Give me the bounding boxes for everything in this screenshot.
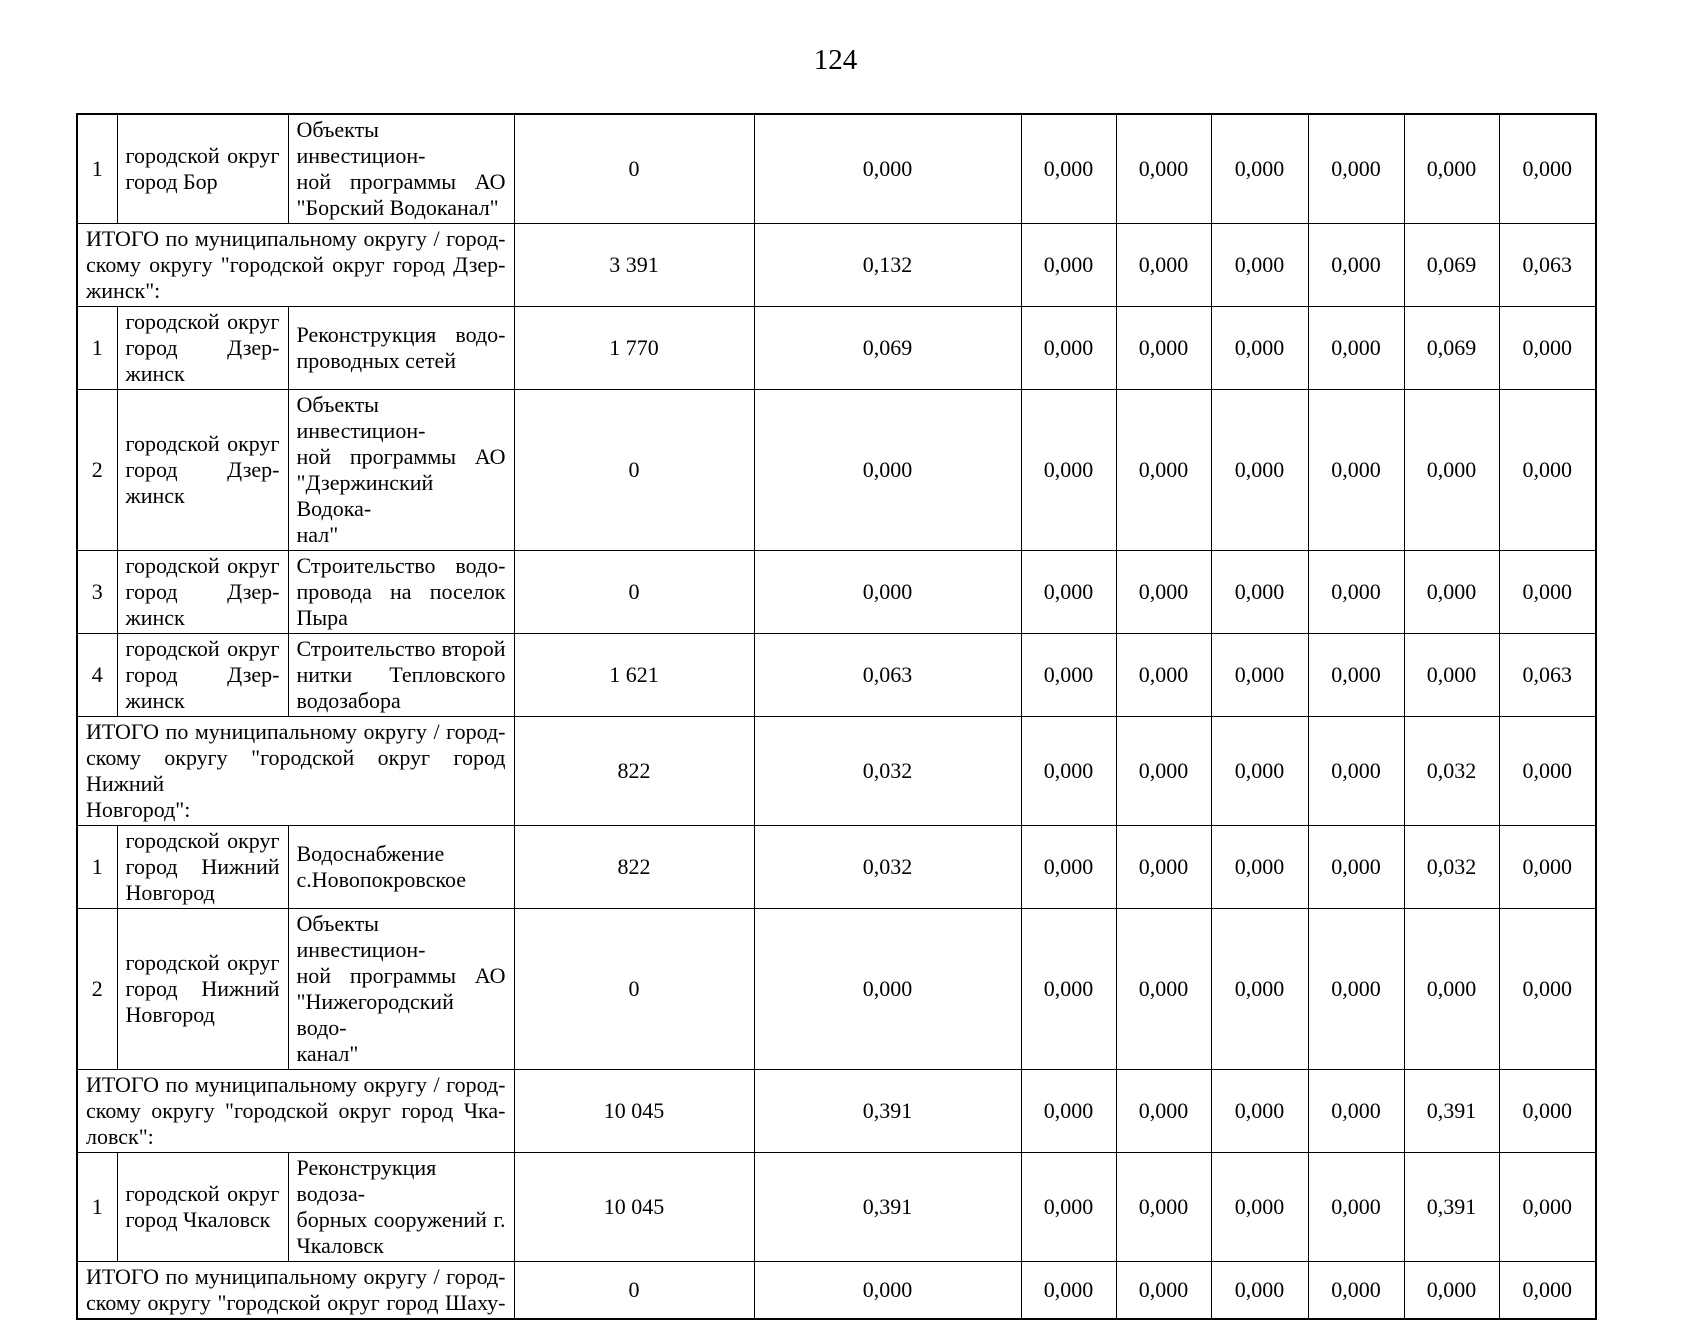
value-cell: 0,000: [754, 909, 1021, 1070]
text-line: городской округ: [125, 950, 280, 975]
value-cell: 0,000: [754, 114, 1021, 224]
value-cell: 0,000: [1308, 909, 1404, 1070]
value-cell: 0,063: [754, 634, 1021, 717]
value-cell: 0,000: [1211, 1262, 1308, 1320]
text-line: ной программы АО: [296, 444, 506, 469]
value-cell: 0,000: [1116, 1262, 1211, 1320]
value-cell: 0,000: [1308, 634, 1404, 717]
summary-row: [77, 1070, 1596, 1153]
value-cell: 0,000: [1021, 390, 1116, 551]
value-cell: 0,000: [1404, 909, 1499, 1070]
value-cell: 1 621: [514, 634, 754, 717]
value-cell: 0,000: [1211, 114, 1308, 224]
text-line: с.Новопокровское: [296, 867, 466, 892]
text-line: Объекты инвестицион-: [296, 117, 426, 168]
text-line: нитки Тепловского: [296, 662, 506, 687]
row-number-cell: 2: [77, 390, 117, 551]
text-line: скому округу "городской округ город Шаху-: [86, 1290, 506, 1315]
project-row: [77, 390, 1596, 551]
project-row: [77, 114, 1596, 224]
value-cell: 0: [514, 909, 754, 1070]
municipality-cell: [117, 1153, 288, 1262]
text-line: Строительство водо-: [296, 553, 506, 578]
value-cell: 0,069: [1404, 224, 1499, 307]
value-cell: 0,063: [1499, 224, 1596, 307]
value-cell: 0,391: [1404, 1070, 1499, 1153]
text-line: городской округ: [125, 143, 280, 168]
text-line: ИТОГО по муниципальному округу / город-: [86, 226, 506, 251]
value-cell: 0,032: [1404, 717, 1499, 826]
project-cell: [288, 390, 514, 551]
value-cell: 0,000: [1404, 114, 1499, 224]
value-cell: 0,000: [1308, 1262, 1404, 1320]
project-cell: [288, 1153, 514, 1262]
value-cell: 0,000: [1499, 1070, 1596, 1153]
value-cell: 0,000: [1211, 1070, 1308, 1153]
value-cell: 0,000: [1404, 390, 1499, 551]
text-line: ИТОГО по муниципальному округу / город-: [86, 1264, 506, 1289]
value-cell: 0,000: [1308, 224, 1404, 307]
value-cell: 0,000: [1116, 1070, 1211, 1153]
text-line: Новгород: [125, 880, 215, 905]
value-cell: 0,391: [754, 1153, 1021, 1262]
value-cell: 0,000: [1308, 551, 1404, 634]
text-line: городской округ: [125, 309, 280, 334]
text-line: городской округ: [125, 431, 280, 456]
text-line: город Нижний: [125, 854, 280, 879]
text-line: жинск: [125, 361, 185, 386]
report-table-body: [77, 114, 1596, 1319]
text-line: город Нижний: [125, 976, 280, 1001]
text-line: городской округ: [125, 828, 280, 853]
text-line: "Дзержинский Водока-: [296, 470, 434, 521]
value-cell: 10 045: [514, 1153, 754, 1262]
municipality-cell: [117, 551, 288, 634]
value-cell: 0,000: [1308, 114, 1404, 224]
summary-row: [77, 717, 1596, 826]
value-cell: 0,000: [1308, 390, 1404, 551]
row-number-cell: 1: [77, 307, 117, 390]
text-line: Новгород: [125, 1002, 215, 1027]
text-line: город Дзер-: [125, 335, 280, 360]
text-line: проводных сетей: [296, 348, 457, 373]
value-cell: 0,032: [754, 826, 1021, 909]
value-cell: 0,000: [754, 1262, 1021, 1320]
text-line: Пыра: [296, 605, 348, 630]
text-line: городской округ: [125, 553, 280, 578]
value-cell: 0,069: [754, 307, 1021, 390]
text-line: Объекты инвестицион-: [296, 911, 426, 962]
value-cell: 0,000: [1308, 1070, 1404, 1153]
value-cell: 0,000: [1021, 307, 1116, 390]
municipality-cell: [117, 390, 288, 551]
value-cell: 0,391: [754, 1070, 1021, 1153]
summary-label-cell: [77, 1070, 514, 1153]
value-cell: 1 770: [514, 307, 754, 390]
text-line: Объекты инвестицион-: [296, 392, 426, 443]
text-line: ловск":: [86, 1124, 154, 1149]
row-number-cell: 2: [77, 909, 117, 1070]
summary-row: [77, 1262, 1596, 1320]
value-cell: 0,069: [1404, 307, 1499, 390]
municipality-cell: [117, 909, 288, 1070]
value-cell: 0,000: [754, 551, 1021, 634]
value-cell: 0,391: [1404, 1153, 1499, 1262]
report-table: [76, 113, 1597, 1320]
value-cell: 0,063: [1499, 634, 1596, 717]
row-number-cell: 3: [77, 551, 117, 634]
row-number-cell: 1: [77, 114, 117, 224]
project-cell: [288, 114, 514, 224]
text-line: город Чкаловск: [125, 1207, 271, 1232]
value-cell: 0,000: [1116, 1153, 1211, 1262]
text-line: борных сооружений г.: [296, 1207, 506, 1232]
value-cell: 0,000: [1021, 717, 1116, 826]
text-line: скому округу "городской округ город Нижний: [86, 745, 506, 796]
project-row: [77, 1153, 1596, 1262]
text-line: водозабора: [296, 688, 401, 713]
value-cell: 0,000: [1116, 634, 1211, 717]
value-cell: 0,000: [1499, 307, 1596, 390]
text-line: скому округу "городской округ город Дзер-: [86, 252, 506, 277]
value-cell: 0,000: [1116, 717, 1211, 826]
value-cell: 0,132: [754, 224, 1021, 307]
value-cell: 0,032: [1404, 826, 1499, 909]
municipality-cell: [117, 114, 288, 224]
value-cell: 0,000: [1021, 1153, 1116, 1262]
value-cell: 0,000: [1211, 307, 1308, 390]
value-cell: 0,000: [1021, 551, 1116, 634]
value-cell: 0,000: [1499, 551, 1596, 634]
project-cell: [288, 307, 514, 390]
value-cell: 0,000: [1211, 551, 1308, 634]
value-cell: 0,000: [1308, 717, 1404, 826]
text-line: жинск: [125, 483, 185, 508]
value-cell: 0,000: [1404, 551, 1499, 634]
value-cell: 0,000: [1116, 307, 1211, 390]
text-line: город Дзер-: [125, 662, 280, 687]
value-cell: 0,000: [1116, 551, 1211, 634]
text-line: канал": [296, 1041, 359, 1066]
value-cell: 0,000: [1021, 634, 1116, 717]
value-cell: 0,000: [1021, 826, 1116, 909]
text-line: "Нижегородский водо-: [296, 989, 454, 1040]
project-cell: [288, 551, 514, 634]
value-cell: 0,000: [1499, 717, 1596, 826]
text-line: провода на поселок: [296, 579, 506, 604]
row-number-cell: 1: [77, 826, 117, 909]
text-line: нал": [296, 522, 339, 547]
row-number-cell: 4: [77, 634, 117, 717]
value-cell: 0,000: [1116, 826, 1211, 909]
text-line: ной программы АО: [296, 963, 506, 988]
text-line: скому округу "городской округ город Чка-: [86, 1098, 506, 1123]
text-line: городской округ: [125, 636, 280, 661]
value-cell: 10 045: [514, 1070, 754, 1153]
summary-row: [77, 224, 1596, 307]
value-cell: 0,000: [1021, 114, 1116, 224]
value-cell: 0,000: [754, 390, 1021, 551]
value-cell: 0,000: [1404, 1262, 1499, 1320]
value-cell: 0: [514, 551, 754, 634]
summary-label-cell: [77, 224, 514, 307]
municipality-cell: [117, 826, 288, 909]
text-line: ИТОГО по муниципальному округу / город-: [86, 719, 506, 744]
value-cell: 0,032: [754, 717, 1021, 826]
project-cell: [288, 826, 514, 909]
text-line: Реконструкция водоза-: [296, 1155, 437, 1206]
value-cell: 0,000: [1211, 717, 1308, 826]
municipality-cell: [117, 634, 288, 717]
value-cell: 0: [514, 390, 754, 551]
value-cell: 822: [514, 717, 754, 826]
text-line: город Дзер-: [125, 457, 280, 482]
text-line: жинск: [125, 605, 185, 630]
text-line: ной программы АО: [296, 169, 506, 194]
value-cell: 0,000: [1499, 909, 1596, 1070]
value-cell: 0: [514, 1262, 754, 1320]
value-cell: 0,000: [1499, 1153, 1596, 1262]
text-line: город Дзер-: [125, 579, 280, 604]
value-cell: 3 391: [514, 224, 754, 307]
project-row: [77, 634, 1596, 717]
page-number: 124: [813, 44, 858, 76]
value-cell: 0,000: [1499, 1262, 1596, 1320]
value-cell: 0,000: [1211, 909, 1308, 1070]
text-line: жинск":: [86, 278, 161, 303]
value-cell: 0,000: [1021, 1262, 1116, 1320]
value-cell: 0,000: [1499, 390, 1596, 551]
text-line: город Бор: [125, 169, 218, 194]
summary-label-cell: [77, 717, 514, 826]
value-cell: 0,000: [1116, 909, 1211, 1070]
value-cell: 0,000: [1499, 826, 1596, 909]
text-line: Строительство второй: [296, 636, 506, 661]
municipality-cell: [117, 307, 288, 390]
project-row: [77, 909, 1596, 1070]
value-cell: 0,000: [1021, 224, 1116, 307]
value-cell: 0,000: [1211, 224, 1308, 307]
value-cell: 0,000: [1499, 114, 1596, 224]
value-cell: 822: [514, 826, 754, 909]
project-cell: [288, 634, 514, 717]
text-line: жинск: [125, 688, 185, 713]
value-cell: 0,000: [1021, 909, 1116, 1070]
value-cell: 0,000: [1116, 390, 1211, 551]
project-cell: [288, 909, 514, 1070]
project-row: [77, 307, 1596, 390]
value-cell: 0,000: [1308, 1153, 1404, 1262]
project-row: [77, 826, 1596, 909]
text-line: Водоснабжение: [296, 841, 445, 866]
text-line: Чкаловск: [296, 1233, 384, 1258]
value-cell: 0,000: [1211, 1153, 1308, 1262]
value-cell: 0,000: [1116, 114, 1211, 224]
value-cell: 0,000: [1308, 826, 1404, 909]
value-cell: 0,000: [1211, 390, 1308, 551]
text-line: Реконструкция водо-: [296, 322, 506, 347]
text-line: "Борский Водоканал": [296, 195, 499, 220]
summary-label-cell: [77, 1262, 514, 1320]
value-cell: 0: [514, 114, 754, 224]
text-line: городской округ: [125, 1181, 280, 1206]
value-cell: 0,000: [1021, 1070, 1116, 1153]
project-row: [77, 551, 1596, 634]
value-cell: 0,000: [1116, 224, 1211, 307]
row-number-cell: 1: [77, 1153, 117, 1262]
value-cell: 0,000: [1404, 634, 1499, 717]
text-line: ИТОГО по муниципальному округу / город-: [86, 1072, 506, 1097]
value-cell: 0,000: [1211, 826, 1308, 909]
value-cell: 0,000: [1211, 634, 1308, 717]
text-line: Новгород":: [86, 797, 191, 822]
value-cell: 0,000: [1308, 307, 1404, 390]
